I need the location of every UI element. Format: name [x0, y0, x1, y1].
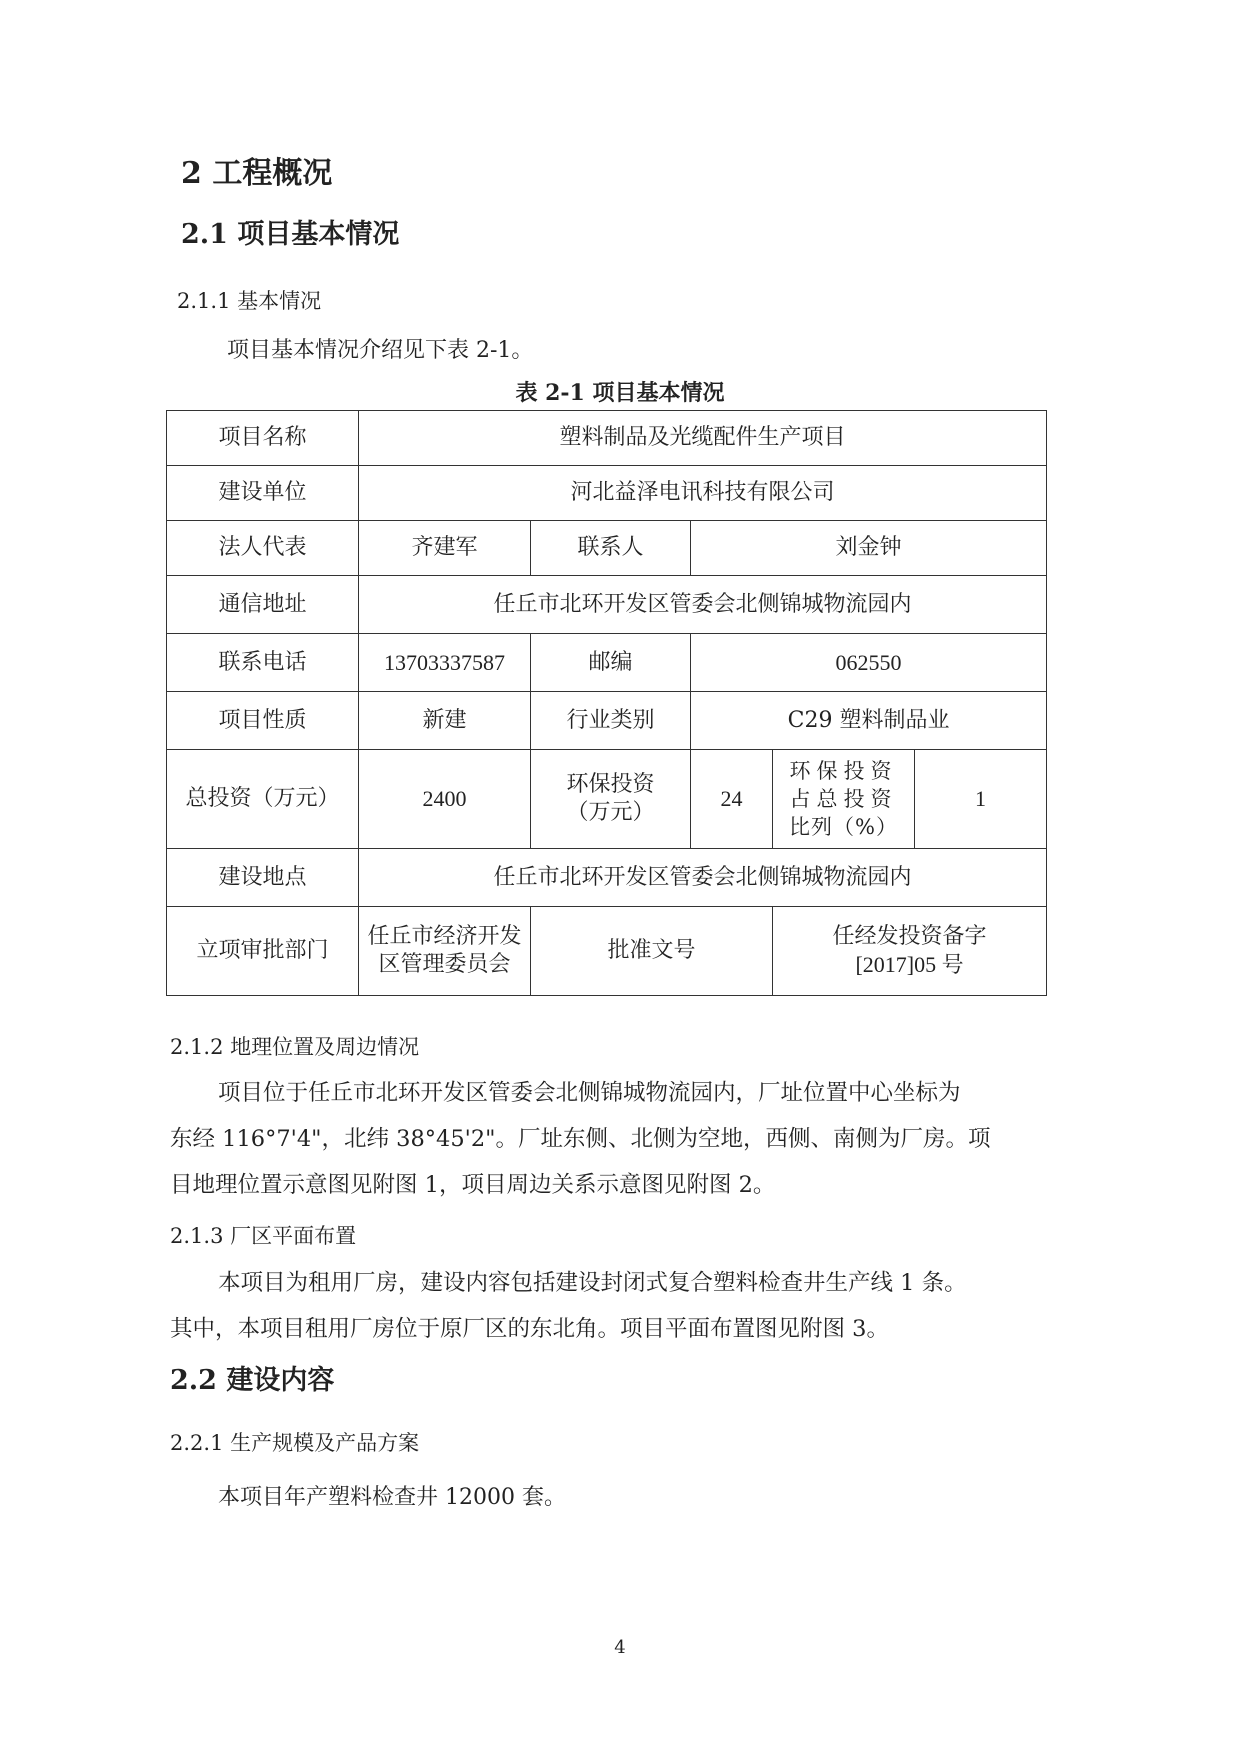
legal-rep-value: 齐建军: [359, 521, 531, 576]
env-invest-label-line1: 环保投资: [566, 772, 655, 797]
approval-dept-line1: 任丘市经济开发: [367, 924, 522, 949]
section-heading-2-1: 2.1 项目基本情况: [181, 219, 400, 250]
address-label: 通信地址: [167, 576, 359, 634]
page-number: 4: [614, 1637, 626, 1658]
industry-label: 行业类别: [531, 692, 691, 750]
section-heading-2-2: 2.2 建设内容: [170, 1365, 335, 1396]
postcode-value: 062550: [691, 634, 1047, 692]
paragraph-line: 目地理位置示意图见附图 1，项目周边关系示意图见附图 2。: [170, 1172, 776, 1198]
nature-label: 项目性质: [167, 692, 359, 750]
subsection-heading-2-1-3: 2.1.3 厂区平面布置: [170, 1224, 357, 1248]
project-info-table: [166, 410, 1047, 996]
table-row: [167, 750, 1047, 849]
subsection-heading-2-1-1: 2.1.1 基本情况: [177, 289, 322, 313]
paragraph-2-1-2: [170, 1070, 1050, 1208]
table-row: [167, 466, 1047, 521]
table-row: [167, 849, 1047, 907]
approval-no-label: 批准文号: [531, 907, 773, 996]
table-row: [167, 634, 1047, 692]
approval-dept-value: [359, 907, 531, 996]
project-name-value: 塑料制品及光缆配件生产项目: [359, 411, 1047, 466]
env-ratio-label-line1: 环保投资: [789, 759, 898, 783]
approval-dept-line2: 区管理委员会: [378, 952, 511, 977]
builder-value: 河北益泽电讯科技有限公司: [359, 466, 1047, 521]
legal-rep-label: 法人代表: [167, 521, 359, 576]
env-ratio-label-line2: 占总投资: [789, 787, 898, 811]
approval-no-line2: [2017]05 号: [855, 952, 964, 977]
project-name-label: 项目名称: [167, 411, 359, 466]
env-invest-value: 24: [691, 750, 773, 849]
table-row: [167, 907, 1047, 996]
env-ratio-label-line3: 比列（%）: [789, 815, 898, 839]
paragraph-2-1-3: [170, 1260, 1050, 1352]
site-value: 任丘市北环开发区管委会北侧锦城物流园内: [359, 849, 1047, 907]
contact-value: 刘金钟: [691, 521, 1047, 576]
postcode-label: 邮编: [531, 634, 691, 692]
site-label: 建设地点: [167, 849, 359, 907]
nature-value: 新建: [359, 692, 531, 750]
address-value: 任丘市北环开发区管委会北侧锦城物流园内: [359, 576, 1047, 634]
paragraph-line: 东经 116°7'4"，北纬 38°45'2"。厂址东侧、北侧为空地，西侧、南侧为厂房。项: [170, 1126, 991, 1152]
table-row: [167, 521, 1047, 576]
paragraph-line: 其中，本项目租用厂房位于原厂区的东北角。项目平面布置图见附图 3。: [170, 1316, 889, 1342]
env-ratio-value: 1: [915, 750, 1047, 849]
industry-value: C29 塑料制品业: [691, 692, 1047, 750]
total-invest-label: 总投资（万元）: [167, 750, 359, 849]
phone-value: 13703337587: [359, 634, 531, 692]
paragraph-line: 项目位于任丘市北环开发区管委会北侧锦城物流园内，厂址位置中心坐标为: [218, 1080, 961, 1106]
table-caption: 表 2-1 项目基本情况: [515, 380, 725, 406]
approval-dept-label: 立项审批部门: [167, 907, 359, 996]
table-row: [167, 576, 1047, 634]
contact-label: 联系人: [531, 521, 691, 576]
env-invest-label: [531, 750, 691, 849]
chapter-heading: 2 工程概况: [181, 156, 333, 191]
table-row: [167, 692, 1047, 750]
subsection-heading-2-2-1: 2.2.1 生产规模及产品方案: [170, 1431, 420, 1455]
env-ratio-label: [773, 750, 915, 849]
phone-label: 联系电话: [167, 634, 359, 692]
approval-no-value: [773, 907, 1047, 996]
total-invest-value: 2400: [359, 750, 531, 849]
approval-no-line1: 任经发投资备字: [832, 924, 987, 949]
paragraph-line: 本项目为租用厂房，建设内容包括建设封闭式复合塑料检查井生产线 1 条。: [218, 1270, 967, 1296]
subsection-heading-2-1-2: 2.1.2 地理位置及周边情况: [170, 1035, 420, 1059]
paragraph-2-2-1: 本项目年产塑料检查井 12000 套。: [218, 1485, 566, 1510]
builder-label: 建设单位: [167, 466, 359, 521]
paragraph-2-1-1: 项目基本情况介绍见下表 2-1。: [227, 338, 534, 363]
table-row: [167, 411, 1047, 466]
env-invest-label-line2: （万元）: [566, 800, 655, 825]
